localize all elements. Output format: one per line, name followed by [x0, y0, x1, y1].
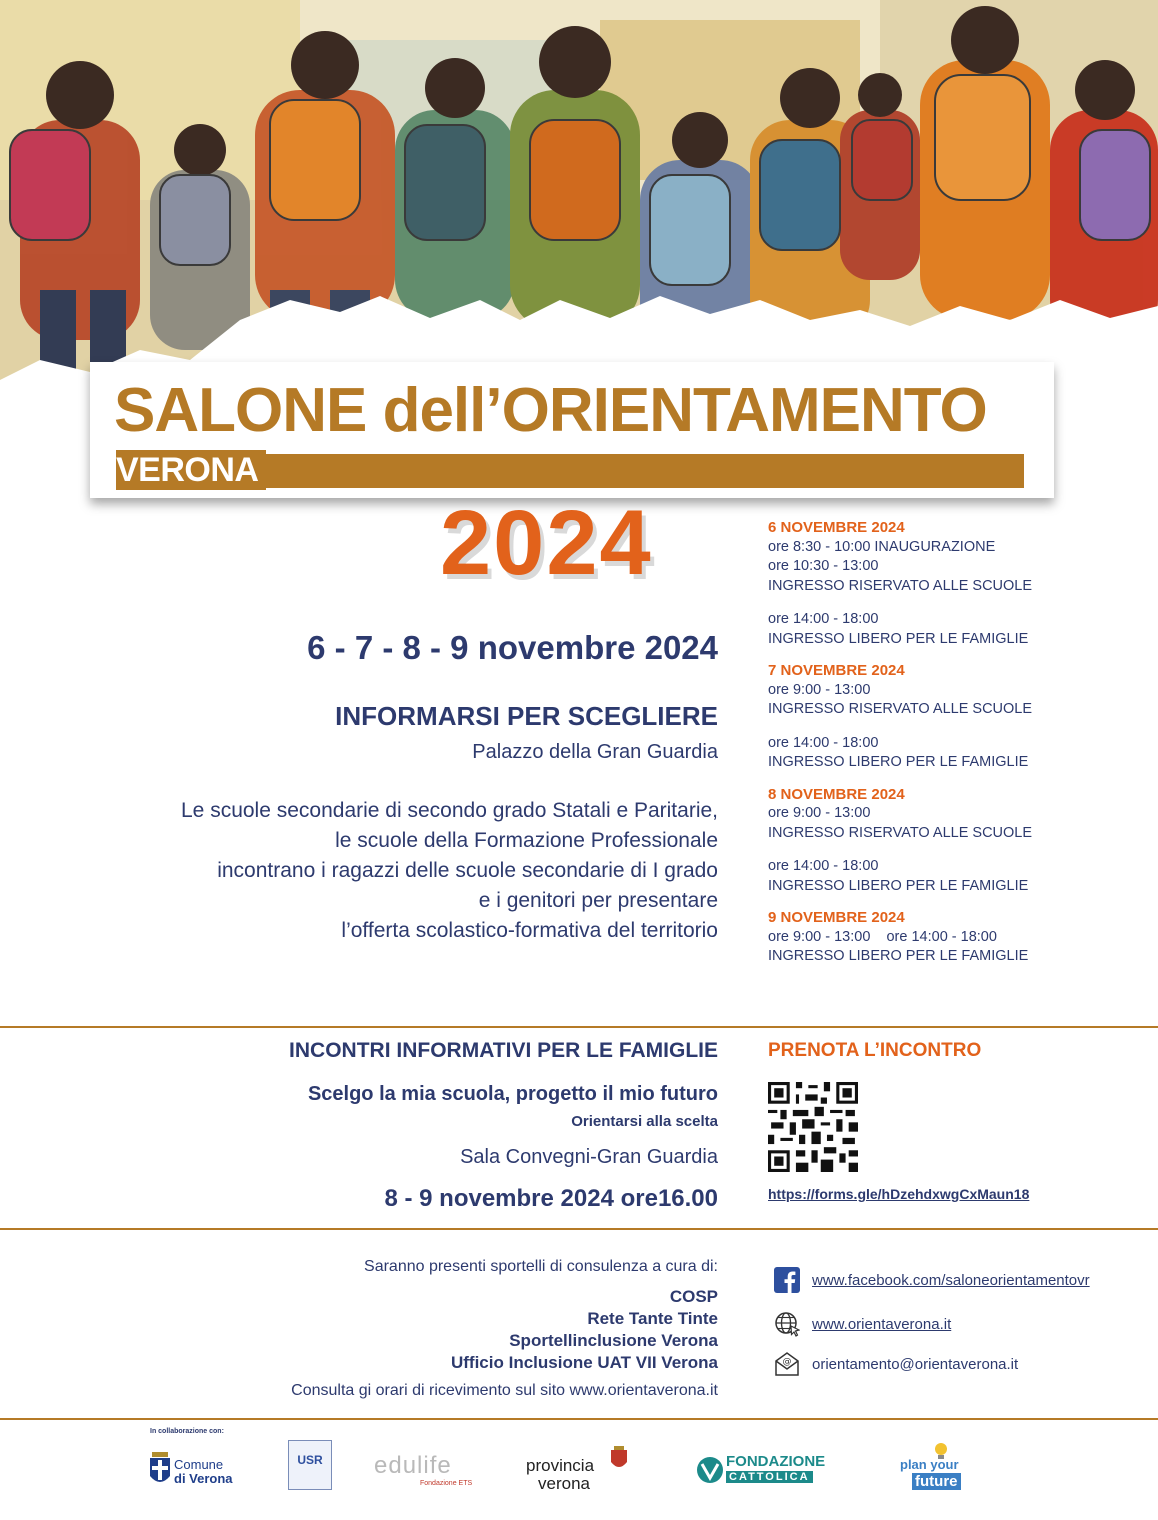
- provincia-label-2: verona: [538, 1474, 590, 1493]
- slot-line: INGRESSO LIBERO PER LE FAMIGLIE: [768, 877, 1029, 894]
- meetings-subtitle-2: Orientarsi alla scelta: [571, 1113, 718, 1130]
- provincia-crest-icon: [610, 1446, 628, 1472]
- meetings-venue: Sala Convegni-Gran Guardia: [460, 1146, 718, 1168]
- booking-link[interactable]: https://forms.gle/hDzehdxwgCxMaun18: [768, 1186, 1030, 1202]
- event-subtitle: INFORMARSI PER SCEGLIERE: [335, 701, 718, 731]
- contact-email[interactable]: [774, 1350, 1018, 1378]
- slot-line: INGRESSO RISERVATO ALLE SCUOLE: [768, 701, 1033, 717]
- plan-label-1: plan your: [900, 1457, 959, 1472]
- slot-line: INGRESSO LIBERO PER LE FAMIGLIE: [768, 754, 1029, 770]
- consulting-item: Ufficio Inclusione UAT VII Verona: [450, 1353, 718, 1372]
- slot-line: INGRESSO LIBERO PER LE FAMIGLIE: [768, 630, 1029, 647]
- email-icon: [774, 1351, 800, 1377]
- schedule-slot: [768, 734, 1148, 773]
- fondazione-mark-icon: [696, 1456, 724, 1484]
- schedule-slot: [768, 538, 1148, 597]
- plan-label-2: future: [912, 1473, 961, 1490]
- consulting-intro: Saranno presenti sportelli di consulenza a cura di:: [364, 1258, 718, 1275]
- description-line: e i genitori per presentare: [478, 889, 718, 912]
- hero-illustration: [0, 0, 1158, 420]
- meetings-title: INCONTRI INFORMATIVI PER LE FAMIGLIE: [289, 1039, 718, 1062]
- usr-label: USR: [297, 1453, 323, 1467]
- event-city: VERONA: [116, 450, 266, 490]
- edulife-logo: [374, 1440, 490, 1496]
- slot-line: INGRESSO LIBERO PER LE FAMIGLIE: [768, 948, 1029, 964]
- facebook-link[interactable]: www.facebook.com/saloneorientamentovr: [812, 1271, 1090, 1289]
- description-line: l’offerta scolastico-formativa del territorio: [341, 919, 718, 942]
- contact-website[interactable]: [774, 1310, 951, 1338]
- edulife-sub: Fondazione ETS: [420, 1480, 473, 1487]
- comune-label-1: Comune: [174, 1457, 224, 1472]
- description-line: Le scuole secondarie di secondo grado Statali e Paritarie,: [181, 799, 718, 822]
- consulting-item: COSP: [669, 1287, 718, 1306]
- edulife-label: edulife: [374, 1452, 452, 1479]
- schedule-day-title: 9 NOVEMBRE 2024: [768, 909, 905, 926]
- event-venue: Palazzo della Gran Guardia: [472, 741, 718, 763]
- usr-logo: [288, 1440, 334, 1496]
- event-dates: 6 - 7 - 8 - 9 novembre 2024: [307, 629, 718, 666]
- comune-verona-logo: [148, 1440, 248, 1496]
- schedule-day: [768, 785, 1148, 897]
- meetings-subtitle: Scelgo la mia scuola, progetto il mio futuro: [307, 1083, 718, 1105]
- slot-line: ore 14:00 - 18:00: [768, 734, 879, 751]
- schedule-day-title: 6 NOVEMBRE 2024: [768, 519, 905, 536]
- fondazione-label-2: CATTOLICA: [726, 1471, 813, 1483]
- comune-crest-icon: [148, 1450, 172, 1490]
- fondazione-label-1: FONDAZIONE: [726, 1453, 826, 1470]
- globe-icon: [774, 1311, 800, 1337]
- slot-line: INGRESSO RISERVATO ALLE SCUOLE: [768, 577, 1033, 594]
- collaboration-label: In collaborazione con:: [150, 1428, 224, 1435]
- consulting-item: Rete Tante Tinte: [587, 1309, 718, 1328]
- booking-title: PRENOTA L’INCONTRO: [768, 1040, 982, 1061]
- slot-line: ore 8:30 - 10:00 INAUGURAZIONE: [768, 538, 996, 555]
- provincia-verona-logo: [524, 1440, 634, 1496]
- event-description: [100, 796, 718, 946]
- qr-code-icon[interactable]: [768, 1082, 858, 1172]
- event-year: 2024: [440, 492, 653, 594]
- schedule-slot: [768, 681, 1148, 720]
- slot-line: INGRESSO RISERVATO ALLE SCUOLE: [768, 824, 1033, 841]
- slot-line: ore 9:00 - 13:00 ore 14:00 - 18:00: [768, 928, 997, 945]
- section-divider: [0, 1228, 1158, 1230]
- svg-text:@: @: [782, 1357, 792, 1367]
- schedule-slot: [768, 928, 1148, 967]
- schedule-slot: [768, 610, 1148, 649]
- event-title: SALONE dell’ORIENTAMENTO: [114, 376, 987, 445]
- schedule-slot: [768, 857, 1148, 896]
- website-link[interactable]: www.orientaverona.it: [812, 1315, 952, 1333]
- schedule-day: [768, 518, 1148, 649]
- consulting-list: [100, 1286, 718, 1374]
- title-box: [90, 362, 1054, 498]
- schedule-day-title: 8 NOVEMBRE 2024: [768, 785, 905, 803]
- section-divider: [0, 1418, 1158, 1420]
- email-address[interactable]: orientamento@orientaverona.it: [812, 1355, 1019, 1373]
- schedule-day: [768, 661, 1148, 773]
- students-backpacks-illustration: [0, 0, 1158, 420]
- section-divider: [0, 1026, 1158, 1028]
- schedule-slot: [768, 804, 1148, 843]
- slot-line: ore 10:30 - 13:00: [768, 558, 879, 574]
- meetings-date: 8 - 9 novembre 2024 ore16.00: [384, 1185, 718, 1212]
- contact-facebook[interactable]: [774, 1266, 1090, 1294]
- consulting-item: Sportellinclusione Verona: [509, 1331, 718, 1350]
- slot-line: ore 14:00 - 18:00: [768, 611, 879, 627]
- schedule-day-title: 7 NOVEMBRE 2024: [768, 662, 905, 679]
- slot-line: ore 14:00 - 18:00: [768, 858, 879, 874]
- provincia-label-1: provincia: [526, 1456, 595, 1475]
- facebook-icon: [774, 1267, 800, 1293]
- consulting-note: Consulta gi orari di ricevimento sul sito www.orientaverona.it: [291, 1382, 718, 1399]
- slot-line: ore 9:00 - 13:00: [768, 681, 871, 698]
- plan-your-future-logo: [898, 1440, 978, 1496]
- comune-label-2: di Verona: [174, 1471, 233, 1486]
- schedule-day: [768, 908, 1148, 967]
- fondazione-cattolica-logo: [696, 1440, 842, 1496]
- description-line: incontrano i ragazzi delle scuole secondarie di I grado: [217, 859, 718, 882]
- schedule: [768, 518, 1148, 979]
- description-line: le scuole della Formazione Professionale: [335, 829, 718, 852]
- slot-line: ore 9:00 - 13:00: [768, 805, 871, 821]
